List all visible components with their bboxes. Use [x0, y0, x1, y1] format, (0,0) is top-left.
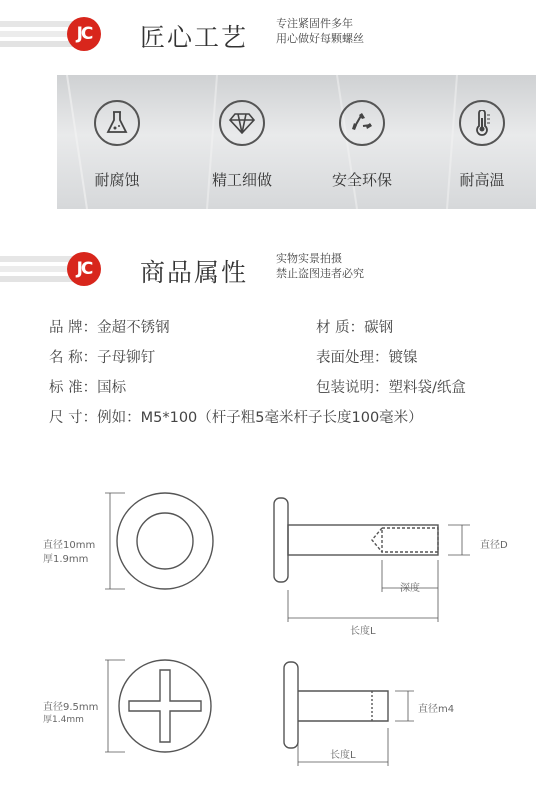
- cross-slot: [129, 670, 201, 742]
- prop-surface: 表面处理：镀镍: [316, 350, 418, 366]
- dim-label-dia-10: 直径10mm: [43, 540, 96, 551]
- thread-hole: [382, 528, 438, 552]
- feature-heat: [422, 75, 536, 209]
- prop-name: 名 称：子母铆钉: [49, 350, 156, 366]
- feature-label: 耐高温: [459, 171, 505, 189]
- recycle-icon: [339, 100, 385, 146]
- prop-size: 尺 寸：例如：M5*100（杆子粗5毫米杆子长度100毫米）: [49, 410, 423, 426]
- feature-eco: [302, 75, 422, 209]
- dim-label-dia-m4: 直径m4: [418, 704, 455, 715]
- section-subtitle-1: 实物实景拍摄: [276, 252, 342, 265]
- brand-logo: JC: [67, 252, 101, 286]
- head-side: [274, 498, 288, 582]
- male-head-side: [284, 662, 298, 748]
- dim-label-length-male: 长度L: [330, 750, 356, 761]
- flask-icon: [94, 100, 140, 146]
- dim-label-thick-14: 厚1.4mm: [43, 715, 84, 725]
- dim-label-length: 长度L: [350, 626, 376, 637]
- thermometer-icon: [459, 100, 505, 146]
- feature-panel: [57, 75, 536, 209]
- male-head-circle: [119, 660, 211, 752]
- brand-logo: JC: [67, 17, 101, 51]
- technical-drawing: [0, 480, 536, 801]
- section-title: 商品属性: [140, 258, 249, 287]
- prop-brand: 品 牌：金超不锈钢: [49, 320, 170, 336]
- section-banner-attributes: [0, 248, 536, 292]
- section-subtitle-2: 用心做好每颗螺丝: [276, 32, 364, 45]
- feature-label: 精工细做: [211, 171, 272, 189]
- section-subtitle-2: 禁止盗图违者必究: [276, 267, 364, 280]
- head-outer-circle: [117, 493, 213, 589]
- feature-label: 安全环保: [331, 171, 392, 189]
- section-subtitle-1: 专注紧固件多年: [276, 17, 353, 30]
- prop-standard: 标 准：国标: [49, 380, 127, 396]
- prop-packing: 包装说明：塑料袋/纸盒: [316, 380, 466, 396]
- section-title: 匠心工艺: [140, 23, 249, 52]
- feature-corrosion: [57, 75, 177, 209]
- section-banner-craft: [0, 13, 536, 57]
- male-shank: [298, 691, 388, 721]
- prop-material: 材 质：碳钢: [316, 320, 394, 336]
- dim-label-dia-d: 直径D: [480, 540, 508, 551]
- diamond-icon: [219, 100, 265, 146]
- shank-body: [288, 525, 438, 555]
- feature-label: 耐腐蚀: [94, 171, 140, 189]
- dim-label-thick-19: 厚1.9mm: [43, 554, 89, 565]
- dim-label-depth: 深度: [400, 583, 420, 594]
- feature-craftsmanship: [182, 75, 302, 209]
- head-inner-circle: [137, 513, 193, 569]
- dim-label-dia-95: 直径9.5mm: [43, 702, 99, 713]
